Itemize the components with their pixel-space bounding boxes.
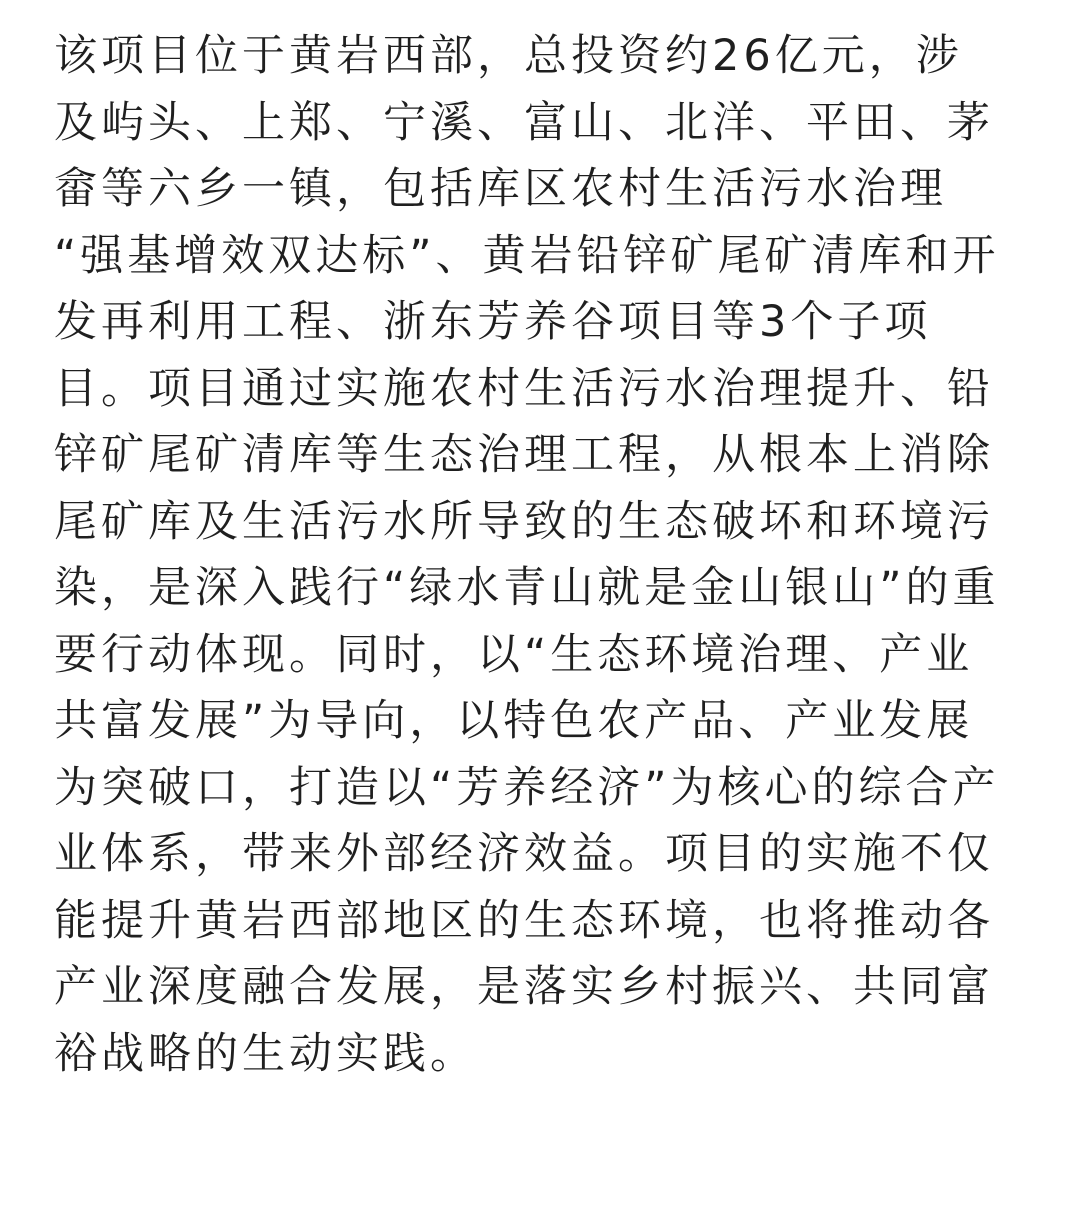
article-line-5: 发再利用工程、浙东芳养谷项目等3个子项 xyxy=(54,297,932,347)
article-line-16: 裕战略的生动实践。 xyxy=(54,1028,477,1079)
article-line-6: 目。项目通过实施农村生活污水治理提升、铅 xyxy=(54,363,994,414)
article-line-14: 能提升黄岩西部地区的生态环境，也将推动各 xyxy=(54,895,994,946)
article-line-15: 产业深度融合发展，是落实乡村振兴、共同富 xyxy=(54,962,994,1012)
article-line-10: 要行动体现。同时，以“生态环境治理、产业 xyxy=(54,629,974,680)
article-line-13: 业体系，带来外部经济效益。项目的实施不仅 xyxy=(54,829,994,879)
article-line-11: 共富发展”为导向，以特色农产品、产业发展 xyxy=(54,696,974,746)
article-line-7: 锌矿尾矿清库等生态治理工程，从根本上消除 xyxy=(54,430,994,480)
article-line-9: 染，是深入践行“绿水青山就是金山银山”的重 xyxy=(54,563,1000,613)
article-line-3: 畲等六乡一镇，包括库区农村生活污水治理 xyxy=(54,164,947,214)
article-line-8: 尾矿库及生活污水所导致的生态破坏和环境污 xyxy=(54,496,994,547)
article-line-12: 为突破口，打造以“芳养经济”为核心的综合产 xyxy=(54,762,1000,813)
article-line-2: 及屿头、上郑、宁溪、富山、北洋、平田、茅 xyxy=(54,97,994,148)
article-paragraph xyxy=(54,23,1026,1087)
article-line-4: “强基增效双达标”、黄岩铅锌矿尾矿清库和开 xyxy=(54,230,1000,281)
article-line-1: 该项目位于黄岩西部，总投资约26亿元，涉 xyxy=(54,31,963,81)
